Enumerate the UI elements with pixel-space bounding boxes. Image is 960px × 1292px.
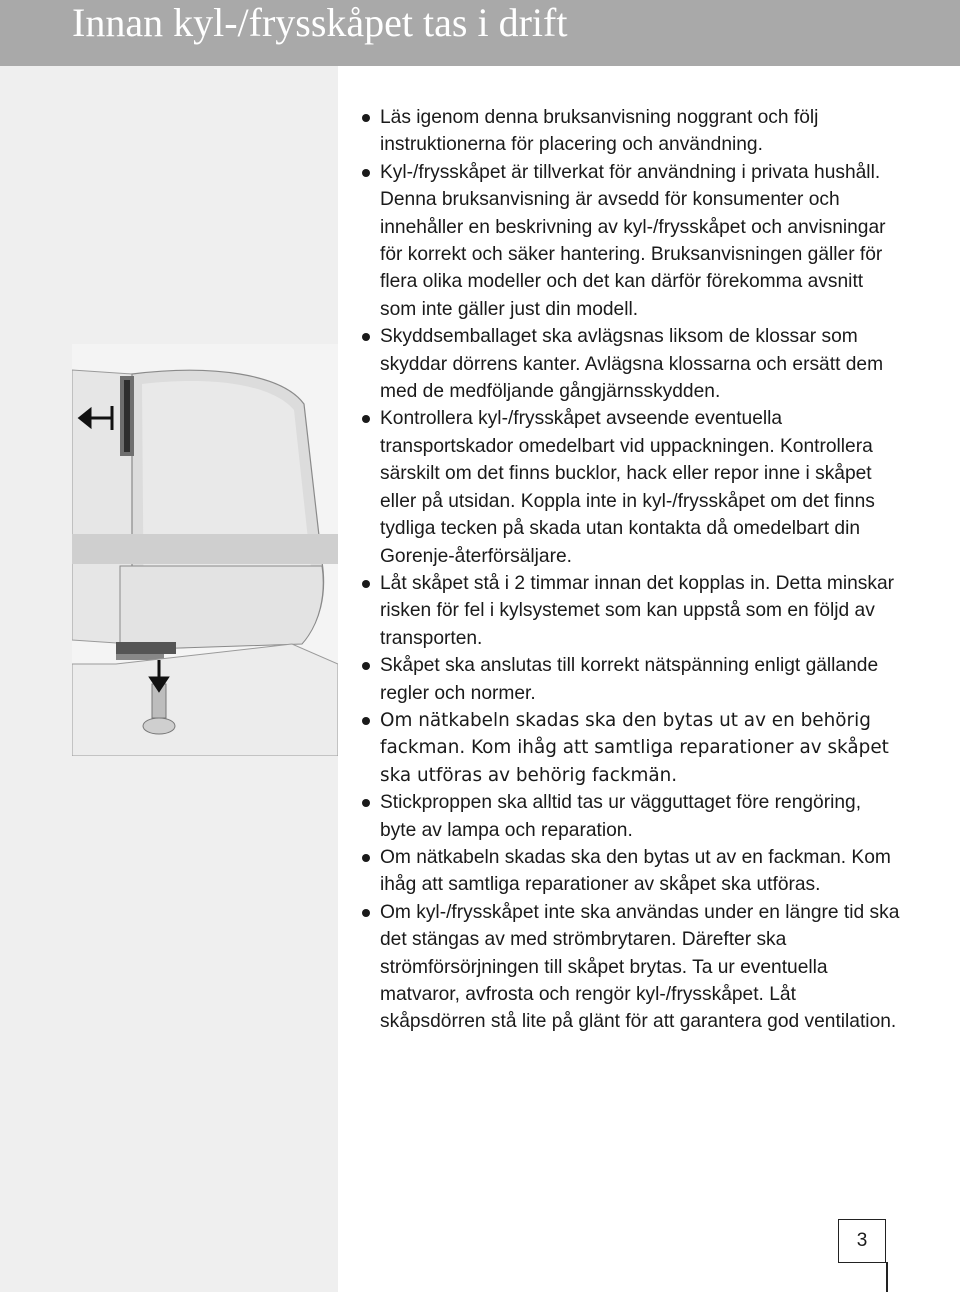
list-item: Om nätkabeln skadas ska den bytas ut av en behörig fackman. Kom ihåg att samtliga reparationer av skåpet ska utföras av behörig fackmän. bbox=[360, 707, 900, 789]
list-item: Kyl-/frysskåpet är tillverkat för användning i privata hushåll. Denna bruksanvisning är avsedd för konsumenter och innehåller en beskrivning av kyl-/frysskåpet och anvisningar för korrekt och säker hantering. Bruksanvisningen gäller för flera olika modeller och det kan därför förekomma avsnitt som inte gäller just din modell. bbox=[360, 159, 900, 323]
page-title: Innan kyl-/frysskåpet tas i drift bbox=[72, 0, 568, 45]
list-item: Skyddsemballaget ska avlägsnas liksom de klossar som skyddar dörrens kanter. Avlägsna klossarna och ersätt dem med de medföljande gångjärnsskydden. bbox=[360, 323, 900, 405]
list-item: Låt skåpet stå i 2 timmar innan det kopplas in. Detta minskar risken för fel i kylsystemet som kan uppstå som en följd av transporten. bbox=[360, 570, 900, 652]
list-item: Läs igenom denna bruksanvisning noggrant och följ instruktionerna för placering och användning. bbox=[360, 104, 900, 159]
list-item: Stickproppen ska alltid tas ur vägguttaget före rengöring, byte av lampa och reparation. bbox=[360, 789, 900, 844]
fridge-door-illustration bbox=[72, 344, 338, 756]
instruction-list-container bbox=[360, 104, 900, 1036]
page-number-rule bbox=[886, 1262, 888, 1292]
list-item: Om kyl-/frysskåpet inte ska användas under en längre tid ska det stängas av med strömbrytaren. Därefter ska strömförsörjningen till skåpet brytas. Ta ur eventuella matvaror, avfrosta och rengör kyl-/frysskåpet. Låt skåpsdörren stå lite på glänt för att garantera god ventilation. bbox=[360, 899, 900, 1036]
list-item: Om nätkabeln skadas ska den bytas ut av en fackman. Kom ihåg att samtliga reparationer av skåpet ska utföras. bbox=[360, 844, 900, 899]
page-header bbox=[0, 0, 960, 66]
list-item: Skåpet ska anslutas till korrekt nätspänning enligt gällande regler och normer. bbox=[360, 652, 900, 707]
instruction-list bbox=[360, 104, 900, 1036]
page-number: 3 bbox=[838, 1219, 886, 1263]
list-item: Kontrollera kyl-/frysskåpet avseende eventuella transportskador omedelbart vid uppackningen. Kontrollera särskilt om det finns bucklor, hack eller repor inne i skåpet eller på utsidan. Koppla inte in kyl-/frysskåpet om det finns tydliga tecken på skada utan kontakta då omedelbart din Gorenje-återförsäljare. bbox=[360, 405, 900, 569]
